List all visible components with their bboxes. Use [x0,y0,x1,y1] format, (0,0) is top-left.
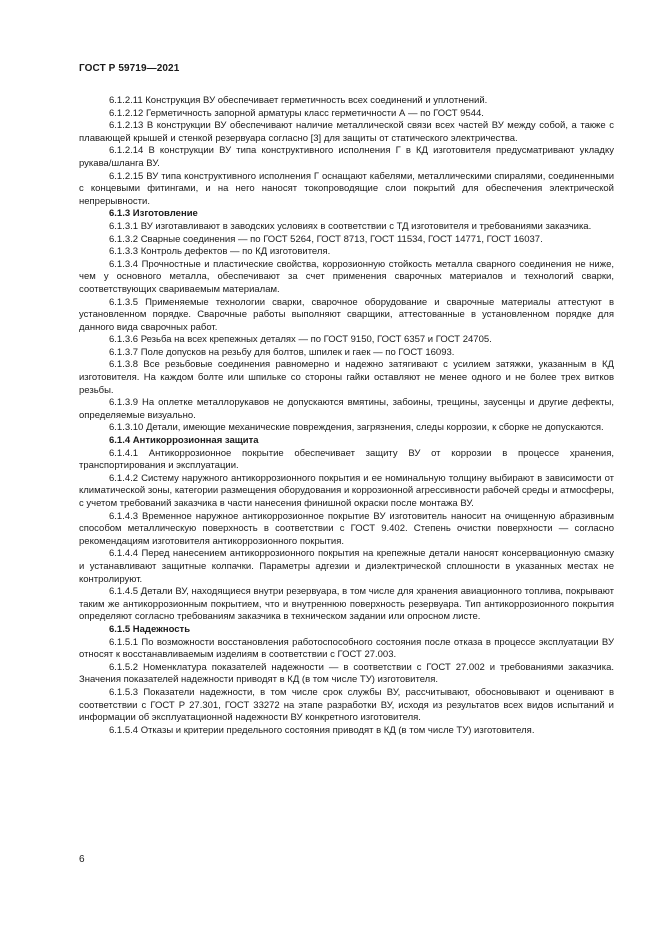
paragraph: 6.1.2.13 В конструкции ВУ обеспечивают наличие металлической связи всех частей ВУ между собой, а также с плавающей крышей и стенкой резервуара согласно [3] для защиты от статического электричества. [79,120,614,144]
paragraph: 6.1.2.14 В конструкции ВУ типа конструктивного исполнения Г в КД изготовителя предусматривают укладку рукава/шланга ВУ. [79,145,614,169]
paragraph: 6.1.3.4 Прочностные и пластические свойства, коррозионную стойкость металла сварного соединения не ниже, чем у основного металла, обеспечивают за счет применения сварочных материалов и технологий сварки, соответствующих свариваемым материалам. [79,258,614,295]
paragraph: 6.1.3.6 Резьба на всех крепежных деталях — по ГОСТ 9150, ГОСТ 6357 и ГОСТ 24705. [109,334,492,346]
section-heading: 6.1.5 Надежность [109,623,191,635]
paragraph: 6.1.4.4 Перед нанесением антикоррозионного покрытия на крепежные детали наносят консервационную смазку и устанавливают защитные колпачки. Параметры адгезии и диэлектрической сплошности в указанных местах не контролируют. [79,548,614,585]
page-number: 6 [79,854,85,865]
paragraph: 6.1.3.5 Применяемые технологии сварки, сварочное оборудование и сварочные материалы аттестуют в установленном порядке. Сварочные работы выполняют сварщики, аттестованные в установленном порядке для данного вида сварочных работ. [79,296,614,333]
paragraph: 6.1.3.10 Детали, имеющие механические повреждения, загрязнения, следы коррозии, к сборке не допускаются. [109,422,604,434]
paragraph: 6.1.5.2 Номенклатура показателей надежности — в соответствии с ГОСТ 27.002 и требованиями заказчика. Значения показателей надежности приводят в КД (в том числе ТУ) изготовителя. [79,661,614,686]
paragraph: 6.1.2.15 ВУ типа конструктивного исполнения Г оснащают кабелями, металлическими спиралями, соединенными с концевыми фитингами, и на него наносят токопроводящие слои покрытий для обеспечения электрической непрерывности. [79,170,614,207]
paragraph: 6.1.5.1 По возможности восстановления работоспособного состояния после отказа в процессе эксплуатации ВУ относят к восстанавливаемым изделиям в соответствии с ГОСТ 27.003. [79,636,614,661]
paragraph: 6.1.4.1 Антикоррозионное покрытие обеспечивает защиту ВУ от коррозии в процессе хранения, транспортирования и эксплуатации. [79,447,614,472]
paragraph: 6.1.5.4 Отказы и критерии предельного состояния приводят в КД (в том числе ТУ) изготовителя. [109,724,535,736]
paragraph: 6.1.4.5 Детали ВУ, находящиеся внутри резервуара, в том числе для хранения авиационного топлива, покрывают таким же антикоррозионным покрытием, что и внутреннюю поверхность резервуара. Тип антикоррозионного покрытия определяют согласно требованиям заказчика в техническом задании или опросном листе. [79,586,614,623]
paragraph: 6.1.2.11 Конструкция ВУ обеспечивает герметичность всех соединений и уплотнений. [109,95,488,106]
paragraph: 6.1.4.3 Временное наружное антикоррозионное покрытие ВУ изготовитель наносит на очищенную абразивным способом металлическую поверхность в соответствии с ГОСТ 9.402. Степень очистки поверхности — согласно рекомендациям изготовителя антикоррозионного покрытия. [79,510,614,547]
section-heading: 6.1.4 Антикоррозионная защита [109,435,259,447]
paragraph: 6.1.3.3 Контроль дефектов — по КД изготовителя. [109,246,331,258]
paragraph: 6.1.3.1 ВУ изготавливают в заводских условиях в соответствии с ТД изготовителя и требованиями заказчика. [109,220,592,232]
document-body [79,95,614,737]
paragraph: 6.1.3.8 Все резьбовые соединения равномерно и надежно затягивают с усилием затяжки, указанным в КД изготовителя. На каждом болте или шпильке со стороны гайки оставляют не менее одного и не более трех витков резьбы. [79,359,614,396]
section-heading: 6.1.3 Изготовление [109,208,198,220]
paragraph: 6.1.3.9 На оплетке металлорукавов не допускаются вмятины, забоины, трещины, заусенцы и другие дефекты, определяемые визуально. [79,397,614,421]
document-header-title: ГОСТ Р 59719—2021 [79,63,180,74]
paragraph: 6.1.3.2 Сварные соединения — по ГОСТ 5264, ГОСТ 8713, ГОСТ 11534, ГОСТ 14771, ГОСТ 16037. [109,233,543,245]
paragraph: 6.1.3.7 Поле допусков на резьбу для болтов, шпилек и гаек — по ГОСТ 16093. [109,346,455,358]
paragraph: 6.1.5.3 Показатели надежности, в том числе срок службы ВУ, рассчитывают, обосновывают и оценивают в соответствии с ГОСТ Р 27.301, ГОСТ 33272 на этапе разработки ВУ, исходя из результатов всех видов испытаний и информации об эксплуатационной надежности ВУ конкретного изготовителя. [79,686,614,724]
paragraph: 6.1.2.12 Герметичность запорной арматуры класс герметичности А — по ГОСТ 9544. [109,107,484,119]
paragraph: 6.1.4.2 Систему наружного антикоррозионного покрытия и ее номинальную толщину выбирают в зависимости от климатической зоны, категории размещения оборудования и коррозионной агрессивности рабочей среды и атмосферы, с учетом требований заказчика в части нанесения финишной окраски после монтажа ВУ. [79,472,614,509]
